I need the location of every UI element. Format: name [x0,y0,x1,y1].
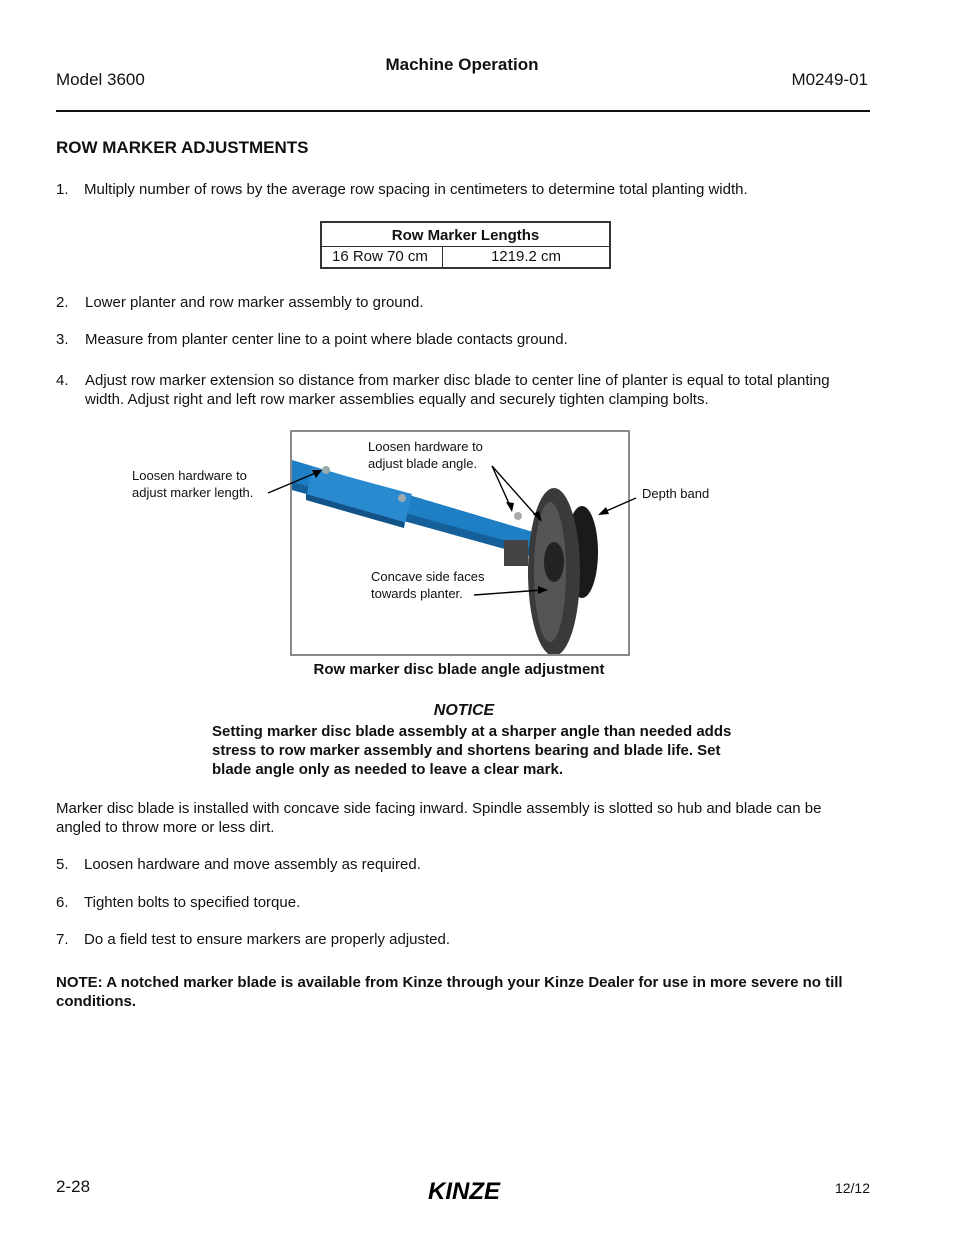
callout-blade-angle: Loosen hardware to adjust blade angle. [368,439,483,471]
step-3 [56,330,870,349]
table-cell-length: 1219.2 cm [443,247,611,269]
arrow-depth-band [594,494,644,520]
step-text: Tighten bolts to specified torque. [84,894,301,911]
hub [544,542,564,582]
step-7 [56,930,870,949]
callout-concave-side: Concave side faces towards planter. [371,569,485,601]
step-4 [56,371,870,409]
header-rule [56,110,870,112]
step-text: Lower planter and row marker assembly to ground. [85,294,424,311]
notice-title: NOTICE [433,702,495,719]
hub-bracket [504,540,528,566]
callout-depth-band: Depth band [642,486,710,501]
step-5 [56,855,870,874]
figure-caption: Row marker disc blade angle adjustment [313,661,605,678]
blade-paragraph: Marker disc blade is installed with concave side facing inward. Spindle assembly is slotted so hub and blade can be angled to throw more or less dirt. [56,800,822,836]
step-number: 2. [56,294,69,311]
table-row [321,247,610,269]
step-text: Adjust row marker extension so distance from marker disc blade to center line of planter is equal to total planting width. Adjust right and left row marker assemblies equally and securely tighten clamping bolts. [85,372,830,408]
row-marker-lengths-table [320,221,611,269]
header-section-title: Machine Operation [385,55,539,74]
header-doc-number: M0249-01 [791,70,868,89]
table-title: Row Marker Lengths [321,222,610,247]
step-6 [56,893,870,912]
step-number: 1. [56,181,69,198]
page-number: 2-28 [56,1177,91,1196]
header-model: Model 3600 [56,70,145,89]
callout-marker-length: Loosen hardware to adjust marker length. [132,468,254,500]
section-title: ROW MARKER ADJUSTMENTS [56,138,309,157]
step-number: 6. [56,894,69,911]
table-cell-config: 16 Row 70 cm [321,247,443,269]
step-2 [56,293,870,312]
revision-date: 12/12 [834,1180,870,1196]
step-1 [56,180,870,199]
step-number: 5. [56,856,69,873]
step-text: Multiply number of rows by the average row spacing in centimeters to determine total planting width. [84,181,748,198]
step-number: 3. [56,331,69,348]
kinze-logo-text: KINZE [428,1178,500,1203]
step-number: 7. [56,931,69,948]
kinze-logo [404,1177,524,1203]
dealer-note: NOTE: A notched marker blade is available from Kinze through your Kinze Dealer for use in more severe no till conditions. [56,974,843,1010]
step-text: Measure from planter center line to a point where blade contacts ground. [85,331,568,348]
arrow-marker-length [260,460,340,500]
step-text: Do a field test to ensure markers are properly adjusted. [84,931,451,948]
bolt [398,494,406,502]
step-number: 4. [56,372,69,389]
notice-body: Setting marker disc blade assembly at a sharper angle than needed adds stress to row marker assembly and shortens bearing and blade life. Set blade angle only as needed to leave a clear mark. [212,723,732,778]
step-text: Loosen hardware and move assembly as required. [84,856,421,873]
